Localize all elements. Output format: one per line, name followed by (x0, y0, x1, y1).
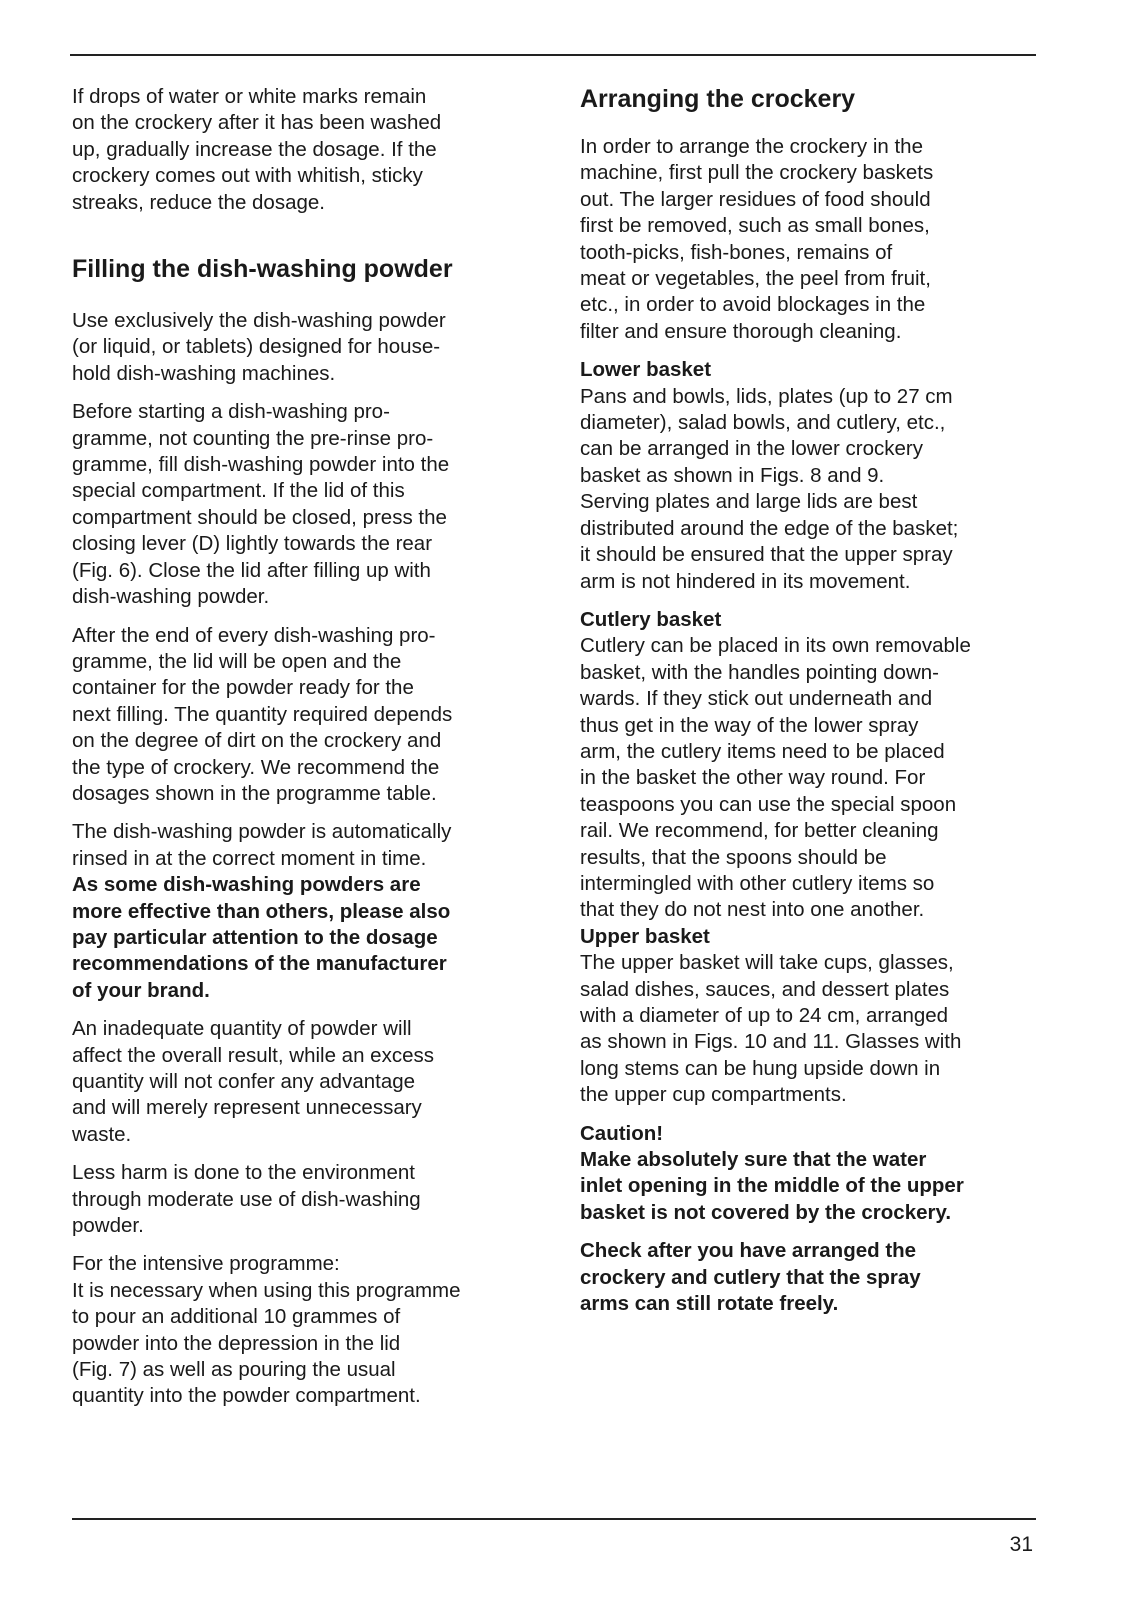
powder-paragraph-1: Use exclusively the dish-washing powder (or liquid, or tablets) designed for house- hold dish-washing machines. (72, 309, 446, 385)
check-text: Check after you have arranged the crockery and cutlery that the spray arms can still rotate freely. (580, 1239, 921, 1316)
filling-powder-heading: Filling the dish-washing powder (72, 255, 453, 284)
intro-paragraph: If drops of water or white marks remain on the crockery after it has been washed up, gradually increase the dosage. If the crockery comes out with whitish, sticky streaks, reduce the dosage. (72, 85, 442, 214)
left-column (72, 84, 542, 1422)
powder-paragraph-3: After the end of every dish-washing pro- gramme, the lid will be open and the container for the powder ready for the next filling. The quantity required depends on the degree of dirt on the crockery and the type of crockery. We recommend the dosages shown in the programme table. (72, 623, 453, 805)
upper-basket-text: The upper basket will take cups, glasses, salad dishes, sauces, and dessert plates with a diameter of up to 24 cm, arranged as shown in Figs. 10 and 11. Glasses with long stems can be hung upside down in the upper cup compartments. (580, 951, 962, 1107)
arranging-crockery-heading: Arranging the crockery (580, 85, 856, 113)
bottom-rule (72, 1518, 1036, 1520)
caution-title: Caution! (580, 1121, 664, 1145)
page-number: 31 (1009, 1533, 1033, 1556)
lower-basket-text: Pans and bowls, lids, plates (up to 27 cm diameter), salad bowls, and cutlery, etc., can be arranged in the lower crockery basket as shown in Figs. 8 and 9. Serving plates and large lids are best distributed around the edge of the basket; it should be ensured that the upper spray arm is not hindered in its movement. (580, 384, 959, 593)
powder-paragraph-6: Less harm is done to the environment through moderate use of dish-washing powder. (72, 1161, 421, 1238)
powder-paragraph-7: For the intensive programme: It is necessary when using this programme to pour an additional 10 grammes of powder into the depression in the lid (Fig. 7) as well as pouring the usual quantity into the powder compartment. (72, 1252, 461, 1408)
top-rule (70, 54, 1036, 56)
upper-basket-title: Upper basket (580, 924, 710, 948)
caution-text: Make absolutely sure that the water inlet opening in the middle of the upper basket is not covered by the crockery. (580, 1148, 964, 1224)
lower-basket-title: Lower basket (580, 358, 712, 382)
powder-paragraph-2: Before starting a dish-washing pro- gramme, not counting the pre-rinse pro- gramme, fill dish-washing powder into the special compartment. If the lid of this compartment should be closed, press the closing lever (D) lightly towards the rear (Fig. 6). Close the lid after filling up with dish-washing powder. (72, 400, 450, 609)
cutlery-basket-text: Cutlery can be placed in its own removable basket, with the handles pointing down- wards. If they stick out underneath and thus get in the way of the lower spray arm, the cutlery items need to be placed in the basket the other way round. For teaspoons you can use the special spoon rail. We recommend, for better cleaning results, that the spoons should be intermingled with other cutlery items so that they do not nest into one another. (580, 634, 971, 922)
arranging-paragraph-1: In order to arrange the crockery in the machine, first pull the crockery baskets out. The larger residues of food should first be removed, such as small bones, tooth-picks, fish-bones, remains of meat or vegetables, the peel from fruit, etc., in order to avoid blockages in the filter and ensure thorough cleaning. (580, 135, 934, 343)
cutlery-basket-title: Cutlery basket (580, 607, 722, 631)
powder-paragraph-4-emphasis: As some dish-washing powders are more effective than others, please also pay particular attention to the dosage recommendations of the manufacturer of your brand. (72, 873, 451, 1002)
powder-paragraph-5: An inadequate quantity of powder will affect the overall result, while an excess quantity will not confer any advantage and will merely represent unnecessary waste. (72, 1017, 434, 1146)
right-column (580, 84, 1040, 1329)
powder-paragraph-4: The dish-washing powder is automatically rinsed in at the correct moment in time. (72, 820, 452, 870)
